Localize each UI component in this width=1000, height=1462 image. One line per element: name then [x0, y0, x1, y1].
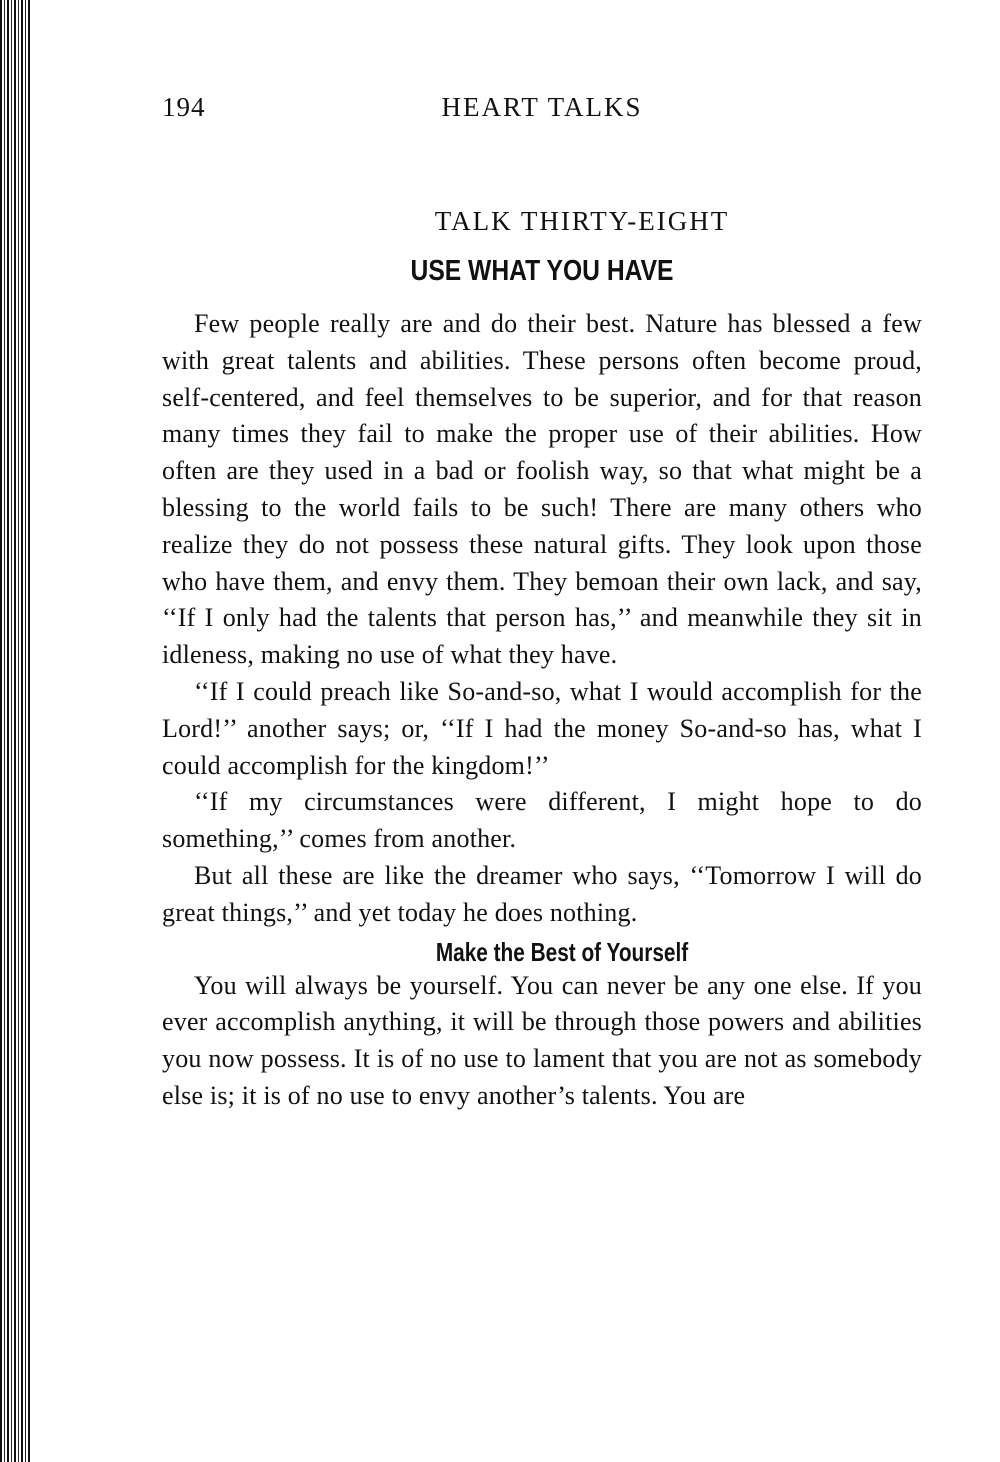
book-binding-edge [0, 0, 30, 1462]
talk-number: TALK THIRTY-EIGHT [434, 206, 730, 236]
running-header [162, 92, 922, 132]
body-paragraph: Few people really are and do their best. Nature has blessed a few with great talents and abilities. These persons often become proud, self-centered, and feel themselves to be superior, and for that reason many times they fail to make the proper use of their abilities. How often are they used in a bad or foolish way, so that what might be a blessing to the world fails to be such! There are many others who realize they do not possess these natural gifts. They look upon those who have them, and envy them. They bemoan their own lack, and say, ‘‘If I only had the talents that person has,’’ and meanwhile they sit in idleness, making no use of what they have. [162, 309, 922, 670]
body-paragraph: ‘‘If my circumstances were different, I might hope to do something,’’ comes from another. [162, 787, 922, 854]
page-number: 194 [162, 92, 206, 122]
book-page [162, 92, 922, 1115]
section-paragraph: You will always be yourself. You can never be any one else. If you ever accomplish anything, it will be through those powers and abilities you now possess. It is of no use to lament that you are not as somebody else is; it is of no use to envy another’s talents. You are [162, 970, 922, 1110]
body-paragraph: ‘‘If I could preach like So-and-so, what I would accomplish for the Lord!’’ another says; or, ‘‘If I had the money So-and-so has, what I could accomplish for the kingdom!’’ [162, 676, 922, 780]
body-paragraph: But all these are like the dreamer who says, ‘‘Tomorrow I will do great things,’’ and yet today he does nothing. [162, 860, 922, 927]
talk-title: USE WHAT YOU HAVE [410, 255, 674, 287]
section-heading: Make the Best of Yourself [435, 936, 689, 967]
running-title: HEART TALKS [441, 92, 643, 122]
